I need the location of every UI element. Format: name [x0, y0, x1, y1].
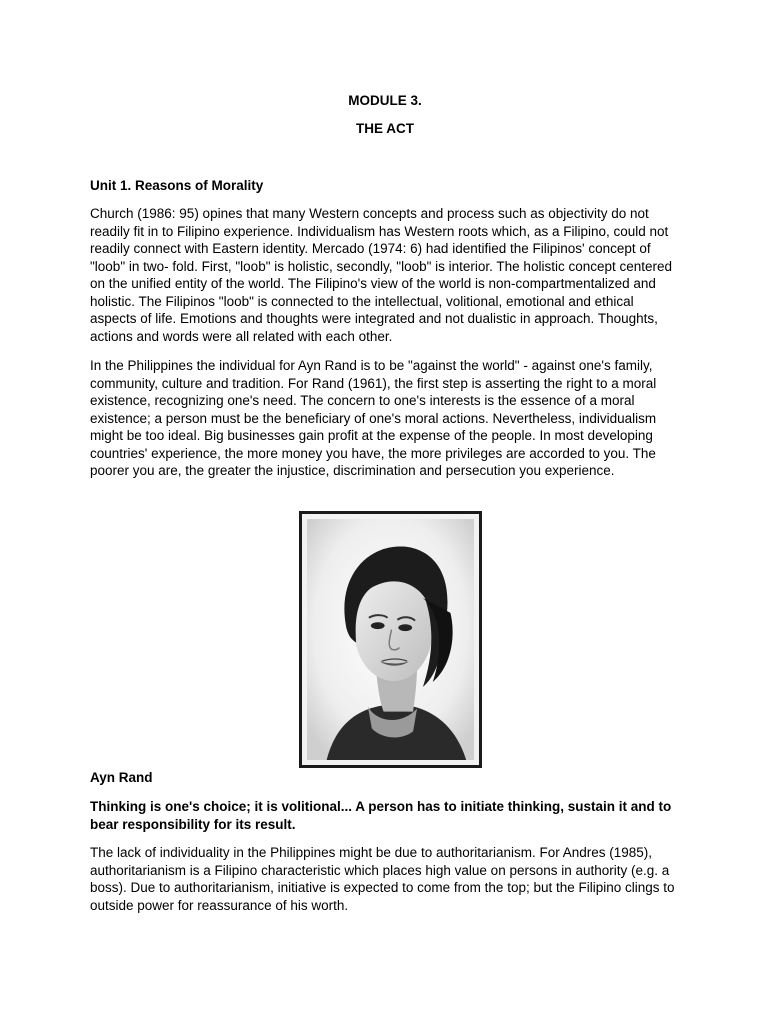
unit-heading: Unit 1. Reasons of Morality: [90, 178, 264, 193]
portrait-photo: [307, 519, 474, 760]
portrait-image: [299, 511, 482, 768]
paragraph-loob: Church (1986: 95) opines that many Western concepts and process such as objectivity do not readily fit in to Filipino experience. Individualism has Western roots which, as a Filipino, could not readily connect with Eastern identity. Mercado (1974: 6) had identified the Filipinos' concept of "loob" in two- fold. First, "loob" is holistic, secondly, "loob" is interior. The holistic concept centered on the unified entity of the world. The Filipino's view of the world is non-compartmentalized and holistic. The Filipinos "loob" is connected to the intellectual, volitional, emotional and ethical aspects of life. Emotions and thoughts were integrated and not dualistic in approach. Thoughts, actions and words were all related with each other.: [90, 206, 673, 344]
paragraph-individualism: In the Philippines the individual for Ayn Rand is to be "against the world" - against one's family, community, culture and tradition. For Rand (1961), the first step is asserting the right to a moral existence, recognizing one's need. The concern to one's interests is the essence of a moral existence; a person must be the beneficiary of one's moral actions. Nevertheless, individualism might be too ideal. Big businesses gain profit at the expense of the people. In most developing countries' experience, the more money you have, the more privileges are accorded to you. The poorer you are, the greater the injustice, discrimination and persecution you experience.: [90, 358, 657, 478]
act-title: THE ACT: [356, 121, 414, 136]
quote: Thinking is one's choice; it is volitional... A person has to initiate thinking, sustain it and to bear responsibility for its result.: [90, 799, 672, 832]
module-title: MODULE 3.: [348, 93, 422, 108]
image-caption: Ayn Rand: [90, 770, 153, 785]
paragraph-authoritarianism: The lack of individuality in the Philippines might be due to authoritarianism. For Andres (1985), authoritarianism is a Filipino characteristic which places high value on persons in authority (e.g. a boss). Due to authoritarianism, initiative is expected to come from the top; but the Filipino clings to outside power for reassurance of his worth.: [90, 845, 675, 913]
